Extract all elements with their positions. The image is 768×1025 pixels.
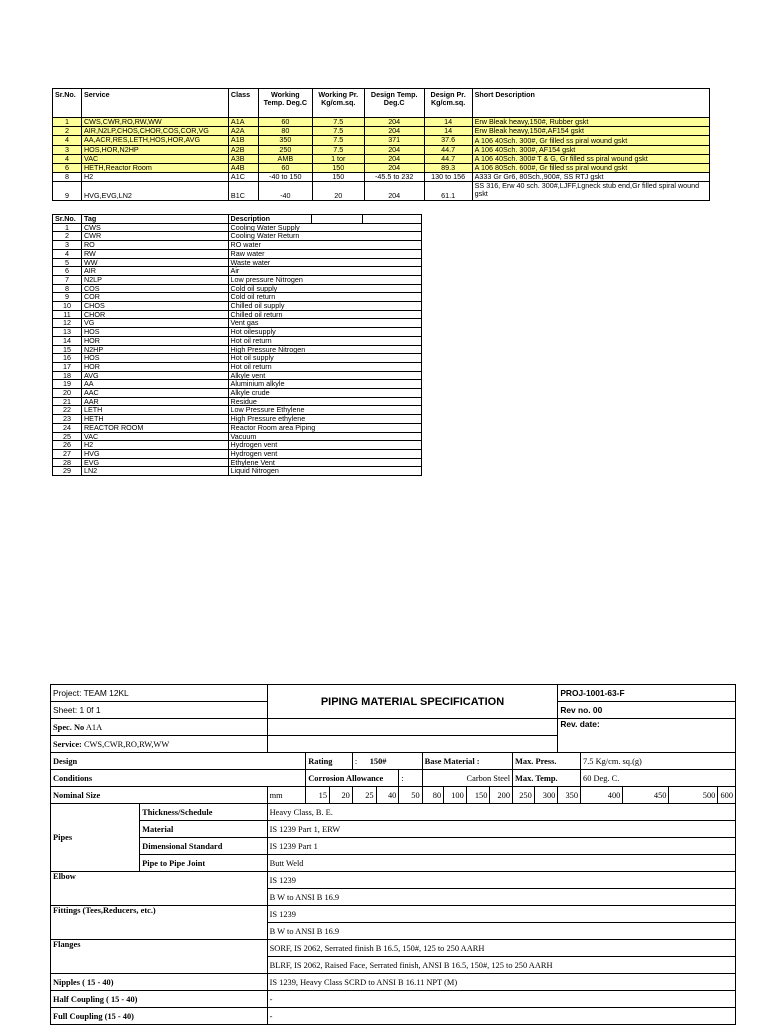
- mm-label: mm: [267, 787, 306, 804]
- tag-code-cell: LETH: [81, 406, 228, 415]
- tag-description-cell: Cooling Water Supply: [228, 223, 421, 232]
- tag-col-description: Description: [228, 215, 312, 224]
- srno-cell: 9: [53, 182, 82, 201]
- working-temp-cell: -40 to 150: [258, 173, 312, 182]
- tag-table-row: [53, 249, 422, 258]
- service-cell: HOS,HOR,N2HP: [81, 145, 228, 154]
- tag-srno-cell: 7: [53, 275, 82, 284]
- tag-srno-cell: 13: [53, 328, 82, 337]
- service-label: Service:: [53, 739, 82, 749]
- class-cell: A2A: [228, 127, 258, 136]
- size-40: 40: [376, 787, 399, 804]
- tag-table-row: [53, 397, 422, 406]
- tag-table-row: [53, 241, 422, 250]
- spec-no-label: Spec. No: [53, 722, 85, 732]
- base-material-value: Carbon Steel: [422, 770, 512, 787]
- size-80: 80: [422, 787, 443, 804]
- tag-table-row: [53, 223, 422, 232]
- tag-code-cell: CWR: [81, 232, 228, 241]
- tag-code-cell: COS: [81, 284, 228, 293]
- service-table-header: [53, 89, 710, 118]
- tag-col-srno: Sr.No.: [53, 215, 82, 224]
- tag-table-row: [53, 458, 422, 467]
- project-label: Project: TEAM 12KL: [51, 685, 268, 702]
- spec-no-value: A1A: [85, 722, 103, 732]
- piping-spec-sheet: [50, 684, 736, 1025]
- tag-code-cell: HETH: [81, 415, 228, 424]
- thickness-label: Thickness/Schedule: [140, 804, 267, 821]
- tag-srno-cell: 8: [53, 284, 82, 293]
- tag-table-row: [53, 423, 422, 432]
- flanges-label: Flanges: [51, 940, 268, 974]
- max-press-value: 7.5 Kg/cm. sq.(g): [581, 753, 736, 770]
- full-coupling-value: -: [267, 1008, 735, 1025]
- elbow-value-1: IS 1239: [267, 872, 735, 889]
- col-service: Service: [81, 89, 228, 118]
- srno-cell: 1: [53, 118, 82, 127]
- dim-std-value: IS 1239 Part 1: [267, 838, 735, 855]
- col-short-description: Short Description: [472, 89, 709, 118]
- rev-date: Rev. date:: [558, 719, 736, 753]
- tag-description-cell: Ethylene Vent: [228, 458, 421, 467]
- tag-code-cell: CWS: [81, 223, 228, 232]
- tag-srno-cell: 28: [53, 458, 82, 467]
- size-20: 20: [330, 787, 353, 804]
- tag-srno-cell: 1: [53, 223, 82, 232]
- class-cell: A4B: [228, 164, 258, 173]
- size-50: 50: [399, 787, 422, 804]
- tag-col-empty-2: [363, 215, 422, 224]
- tag-table-row: [53, 432, 422, 441]
- rating-label: Rating: [306, 753, 353, 770]
- design-temp-cell: -45.5 to 232: [364, 173, 424, 182]
- service-value: CWS,CWR,RO,RW,WW: [83, 739, 170, 749]
- fittings-label: Fittings (Tees,Reducers, etc.): [51, 906, 268, 940]
- tag-description-cell: Hot oilesupply: [228, 328, 421, 337]
- tag-code-cell: VAC: [81, 432, 228, 441]
- tag-col-empty-1: [312, 215, 363, 224]
- tag-table-row: [53, 232, 422, 241]
- tag-srno-cell: 10: [53, 302, 82, 311]
- dim-std-label: Dimensional Standard: [140, 838, 267, 855]
- tag-table-row: [53, 345, 422, 354]
- service-table-row: [53, 182, 710, 201]
- design-temp-cell: 204: [364, 118, 424, 127]
- tag-description-cell: Alkyle crude: [228, 389, 421, 398]
- tag-description-cell: RO water: [228, 241, 421, 250]
- tag-description-cell: High Pressure ethylene: [228, 415, 421, 424]
- service-blank: [267, 736, 558, 753]
- tag-table-row: [53, 267, 422, 276]
- tag-table-row: [53, 449, 422, 458]
- tag-table-row: [53, 258, 422, 267]
- service-table-row: [53, 173, 710, 182]
- working-pr-cell: 20: [312, 182, 364, 201]
- working-pr-cell: 7.5: [312, 118, 364, 127]
- tag-srno-cell: 5: [53, 258, 82, 267]
- service-cell: AA,ACR,RES,LETH,HOS,HOR,AVG: [81, 136, 228, 145]
- tag-srno-cell: 14: [53, 336, 82, 345]
- tag-code-cell: RO: [81, 241, 228, 250]
- srno-cell: 4: [53, 154, 82, 163]
- short-description-cell: A 106 80Sch. 600#, Gr filled ss piral wound gskt: [472, 164, 709, 173]
- tag-code-cell: HOS: [81, 354, 228, 363]
- short-description-cell: A333 Gr Gr6, 80Sch.,900#, SS RTJ gskt: [472, 173, 709, 182]
- tag-code-cell: AVG: [81, 371, 228, 380]
- service-cell: VAC: [81, 154, 228, 163]
- tag-table-row: [53, 328, 422, 337]
- corrosion-sep: :: [399, 770, 422, 787]
- working-pr-cell: 7.5: [312, 136, 364, 145]
- tag-srno-cell: 20: [53, 389, 82, 398]
- service-table-row: [53, 127, 710, 136]
- fittings-value-2: B W to ANSI B 16.9: [267, 923, 735, 940]
- design-pr-cell: 130 to 156: [424, 173, 472, 182]
- size-600: 600: [718, 787, 736, 804]
- working-temp-cell: 60: [258, 118, 312, 127]
- tag-code-cell: RW: [81, 249, 228, 258]
- tag-code-cell: N2LP: [81, 275, 228, 284]
- working-temp-cell: 80: [258, 127, 312, 136]
- tag-description-cell: Low pressure Nitrogen: [228, 275, 421, 284]
- tag-table-row: [53, 319, 422, 328]
- working-pr-cell: 7.5: [312, 145, 364, 154]
- short-description-cell: A 106 40Sch. 300# T & G, Gr filled ss piral wound gskt: [472, 154, 709, 163]
- tag-srno-cell: 26: [53, 441, 82, 450]
- short-description-cell: SS 316, Erw 40 sch. 300#,LJFF,Lgneck stub end,Gr filled spiral wound gskt: [472, 182, 709, 201]
- base-material-label: Base Material :: [422, 753, 512, 770]
- design-pr-cell: 44.7: [424, 154, 472, 163]
- tag-description-cell: Liquid Nitrogen: [228, 467, 421, 476]
- srno-cell: 6: [53, 164, 82, 173]
- tag-description-cell: Air: [228, 267, 421, 276]
- col-design-temp: Design Temp. Deg.C: [364, 89, 424, 118]
- tag-description-cell: Hot oil return: [228, 336, 421, 345]
- tag-srno-cell: 19: [53, 380, 82, 389]
- tag-code-cell: N2HP: [81, 345, 228, 354]
- size-450: 450: [623, 787, 669, 804]
- tag-srno-cell: 17: [53, 362, 82, 371]
- service-cell: AIR,N2LP,CHOS,CHOR,COS,COR,VG: [81, 127, 228, 136]
- tag-description-cell: Waste water: [228, 258, 421, 267]
- tag-code-cell: AAC: [81, 389, 228, 398]
- srno-cell: 8: [53, 173, 82, 182]
- design-pr-cell: 14: [424, 118, 472, 127]
- tag-code-cell: AA: [81, 380, 228, 389]
- elbow-label: Elbow: [51, 872, 268, 906]
- tag-description-cell: Cold oil supply: [228, 284, 421, 293]
- nipples-label: Nipples ( 15 - 40): [51, 974, 268, 991]
- elbow-value-2: B W to ANSI B 16.9: [267, 889, 735, 906]
- tag-srno-cell: 24: [53, 423, 82, 432]
- rev-no: Rev no. 00: [558, 702, 736, 719]
- tag-table-row: [53, 284, 422, 293]
- working-pr-cell: 7.5: [312, 127, 364, 136]
- tag-description-cell: Hydrogen vent: [228, 449, 421, 458]
- tag-srno-cell: 12: [53, 319, 82, 328]
- corrosion-label: Corrosion Allowance: [306, 770, 399, 787]
- design-temp-cell: 204: [364, 145, 424, 154]
- rating-sep: :: [354, 756, 358, 766]
- service-table-row: [53, 118, 710, 127]
- fittings-value-1: IS 1239: [267, 906, 735, 923]
- class-cell: A1A: [228, 118, 258, 127]
- working-temp-cell: -40: [258, 182, 312, 201]
- tag-table-row: [53, 336, 422, 345]
- size-150: 150: [466, 787, 490, 804]
- size-200: 200: [490, 787, 513, 804]
- tag-code-cell: HVG: [81, 449, 228, 458]
- class-cell: A1C: [228, 173, 258, 182]
- rating-value: 150#: [369, 756, 387, 766]
- tag-table-row: [53, 302, 422, 311]
- tag-code-cell: VG: [81, 319, 228, 328]
- tag-srno-cell: 23: [53, 415, 82, 424]
- tag-table-row: [53, 371, 422, 380]
- pipes-label: Pipes: [51, 804, 140, 872]
- size-25: 25: [352, 787, 376, 804]
- col-srno: Sr.No.: [53, 89, 82, 118]
- size-400: 400: [581, 787, 623, 804]
- material-label: Material: [140, 821, 267, 838]
- tag-table-row: [53, 380, 422, 389]
- working-pr-cell: 1 tor: [312, 154, 364, 163]
- tag-description-cell: Cooling Water Return: [228, 232, 421, 241]
- tag-description-cell: Raw water: [228, 249, 421, 258]
- tag-code-cell: HOS: [81, 328, 228, 337]
- srno-cell: 4: [53, 136, 82, 145]
- tag-srno-cell: 9: [53, 293, 82, 302]
- size-300: 300: [534, 787, 558, 804]
- conditions-label: Conditions: [51, 770, 306, 787]
- service-table-row: [53, 154, 710, 163]
- service-cell: CWS,CWR,RO,RW,WW: [81, 118, 228, 127]
- tag-srno-cell: 6: [53, 267, 82, 276]
- service-cell: H2: [81, 173, 228, 182]
- design-pr-cell: 44.7: [424, 145, 472, 154]
- short-description-cell: A 106 40Sch. 300#, AF154 gskt: [472, 145, 709, 154]
- service-table-row: [53, 145, 710, 154]
- max-temp-label: Max. Temp.: [513, 770, 581, 787]
- class-cell: A1B: [228, 136, 258, 145]
- tag-table: [52, 214, 422, 476]
- working-temp-cell: 250: [258, 145, 312, 154]
- short-description-cell: A 106 40Sch. 300#, Gr filled ss piral wound gskt: [472, 136, 709, 145]
- half-coupling-value: -: [267, 991, 735, 1008]
- design-pr-cell: 89.3: [424, 164, 472, 173]
- tag-table-row: [53, 293, 422, 302]
- tag-description-cell: Reactor Room area Piping: [228, 423, 421, 432]
- tag-srno-cell: 18: [53, 371, 82, 380]
- tag-table-row: [53, 406, 422, 415]
- short-description-cell: Erw Bleak heavy,150#,AF154 gskt: [472, 127, 709, 136]
- rating-value-cell: [352, 753, 422, 770]
- service-class-table: [52, 88, 710, 201]
- nipples-value: IS 1239, Heavy Class SCRD to ANSI B 16.11 NPT (M): [267, 974, 735, 991]
- service-table-row: [53, 164, 710, 173]
- tag-code-cell: CHOR: [81, 310, 228, 319]
- design-temp-cell: 204: [364, 182, 424, 201]
- col-design-pr: Design Pr. Kg/cm.sq.: [424, 89, 472, 118]
- tag-table-row: [53, 310, 422, 319]
- tag-code-cell: COR: [81, 293, 228, 302]
- srno-cell: 2: [53, 127, 82, 136]
- tag-description-cell: Hot oil return: [228, 362, 421, 371]
- max-press-label: Max. Press.: [513, 753, 581, 770]
- design-temp-cell: 204: [364, 127, 424, 136]
- tag-srno-cell: 21: [53, 397, 82, 406]
- working-temp-cell: AMB: [258, 154, 312, 163]
- tag-description-cell: Hot oil supply: [228, 354, 421, 363]
- design-pr-cell: 14: [424, 127, 472, 136]
- tag-srno-cell: 27: [53, 449, 82, 458]
- half-coupling-label: Half Coupling ( 15 - 40): [51, 991, 268, 1008]
- full-coupling-label: Full Coupling (15 - 40): [51, 1008, 268, 1025]
- tag-code-cell: AIR: [81, 267, 228, 276]
- tag-description-cell: Chilled oil return: [228, 310, 421, 319]
- nominal-size-row: [51, 787, 736, 804]
- tag-code-cell: REACTOR ROOM: [81, 423, 228, 432]
- design-temp-cell: 371: [364, 136, 424, 145]
- spec-no-row: [51, 719, 268, 736]
- col-working-pr: Working Pr. Kg/cm.sq.: [312, 89, 364, 118]
- working-pr-cell: 150: [312, 173, 364, 182]
- tag-srno-cell: 16: [53, 354, 82, 363]
- size-100: 100: [444, 787, 467, 804]
- tag-table-row: [53, 415, 422, 424]
- working-temp-cell: 350: [258, 136, 312, 145]
- nominal-size-label: Nominal Size: [51, 787, 268, 804]
- joint-value: Butt Weld: [267, 855, 735, 872]
- working-pr-cell: 150: [312, 164, 364, 173]
- tag-srno-cell: 25: [53, 432, 82, 441]
- tag-table-row: [53, 389, 422, 398]
- short-description-cell: Erw Bleak heavy,150#, Rubber gskt: [472, 118, 709, 127]
- tag-description-cell: Low Pressure Ethylene: [228, 406, 421, 415]
- class-cell: B1C: [228, 182, 258, 201]
- tag-description-cell: Cold oil return: [228, 293, 421, 302]
- service-row: [51, 736, 268, 753]
- tag-description-cell: Alkyle vent: [228, 371, 421, 380]
- sheet-label: Sheet: 1 0f 1: [51, 702, 268, 719]
- tag-srno-cell: 11: [53, 310, 82, 319]
- tag-table-row: [53, 275, 422, 284]
- col-class: Class: [228, 89, 258, 118]
- tag-srno-cell: 4: [53, 249, 82, 258]
- design-label: Design: [51, 753, 306, 770]
- tag-srno-cell: 3: [53, 241, 82, 250]
- spec-title: PIPING MATERIAL SPECIFICATION: [267, 685, 558, 719]
- size-250: 250: [513, 787, 535, 804]
- col-working-temp: Working Temp. Deg.C: [258, 89, 312, 118]
- flanges-value-2: BLRF, IS 2062, Raised Face, Serrated finish, ANSI B 16.5, 150#, 125 to 250 AARH: [267, 957, 735, 974]
- tag-table-row: [53, 467, 422, 476]
- tag-description-cell: Vent gas: [228, 319, 421, 328]
- flanges-value-1: SORF, IS 2062, Serrated finish B 16.5, 150#, 125 to 250 AARH: [267, 940, 735, 957]
- tag-srno-cell: 29: [53, 467, 82, 476]
- size-500: 500: [669, 787, 718, 804]
- material-value: IS 1239 Part 1, ERW: [267, 821, 735, 838]
- tag-description-cell: Residue: [228, 397, 421, 406]
- spec-no-blank: [267, 719, 558, 736]
- design-temp-cell: 204: [364, 164, 424, 173]
- tag-description-cell: Hydrogen vent: [228, 441, 421, 450]
- tag-col-tag: Tag: [81, 215, 228, 224]
- tag-srno-cell: 2: [53, 232, 82, 241]
- max-temp-value: 60 Deg. C.: [581, 770, 736, 787]
- thickness-value: Heavy Class, B. E.: [267, 804, 735, 821]
- working-temp-cell: 60: [258, 164, 312, 173]
- size-350: 350: [558, 787, 581, 804]
- tag-code-cell: H2: [81, 441, 228, 450]
- tag-table-row: [53, 354, 422, 363]
- service-cell: HETH,Reactor Room: [81, 164, 228, 173]
- service-table-row: [53, 136, 710, 145]
- class-cell: A2B: [228, 145, 258, 154]
- tag-code-cell: CHOS: [81, 302, 228, 311]
- tag-description-cell: Chilled oil supply: [228, 302, 421, 311]
- tag-table-row: [53, 362, 422, 371]
- tag-code-cell: AAR: [81, 397, 228, 406]
- tag-description-cell: High Pressure Nitrogen: [228, 345, 421, 354]
- tag-table-row: [53, 441, 422, 450]
- joint-label: Pipe to Pipe Joint: [140, 855, 267, 872]
- tag-table-header: [53, 215, 422, 224]
- design-pr-cell: 37.6: [424, 136, 472, 145]
- tag-code-cell: WW: [81, 258, 228, 267]
- tag-srno-cell: 15: [53, 345, 82, 354]
- tag-description-cell: Aluminium alkyle: [228, 380, 421, 389]
- tag-code-cell: HOR: [81, 336, 228, 345]
- design-pr-cell: 61.1: [424, 182, 472, 201]
- size-15: 15: [306, 787, 330, 804]
- tag-code-cell: EVG: [81, 458, 228, 467]
- tag-description-cell: Vacuum: [228, 432, 421, 441]
- service-cell: HVG,EVG,LN2: [81, 182, 228, 201]
- tag-code-cell: LN2: [81, 467, 228, 476]
- design-temp-cell: 204: [364, 154, 424, 163]
- project-number: PROJ-1001-63-F: [558, 685, 736, 702]
- tag-srno-cell: 22: [53, 406, 82, 415]
- tag-code-cell: HOR: [81, 362, 228, 371]
- class-cell: A3B: [228, 154, 258, 163]
- srno-cell: 3: [53, 145, 82, 154]
